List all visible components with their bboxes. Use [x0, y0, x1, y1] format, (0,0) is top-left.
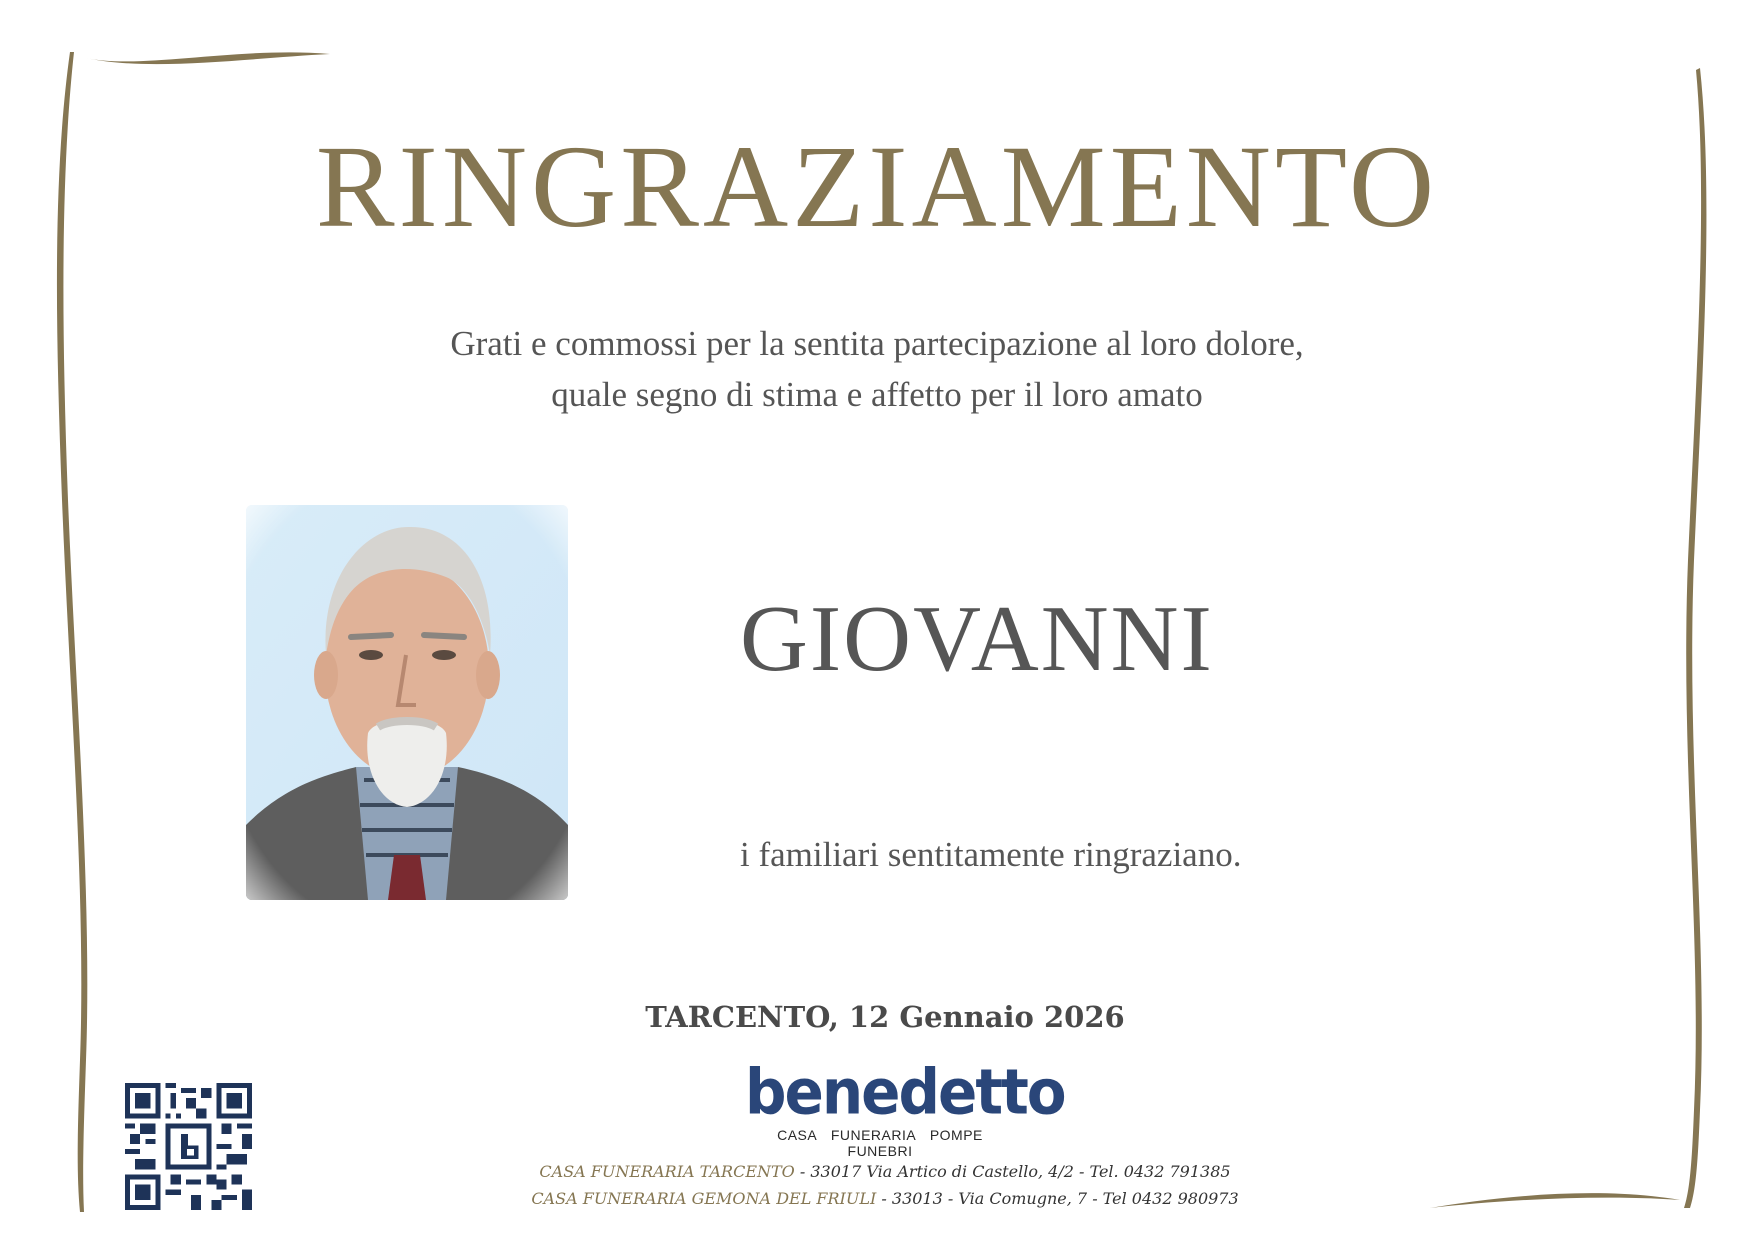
thanks-line: i familiari sentitamente ringraziano.: [740, 835, 1242, 874]
place-date: TARCENTO, 12 Gennaio 2026: [645, 1000, 1125, 1034]
address-2-details: - 33013 - Via Comugne, 7 - Tel 0432 980973: [876, 1189, 1239, 1208]
address-line-1: [0, 1162, 1754, 1181]
portrait-photo-icon: [246, 505, 568, 900]
address-1-name: CASA FUNERARIA TARCENTO: [539, 1162, 795, 1181]
logo-subtitle: CASA FUNERARIA POMPE FUNEBRI: [777, 1127, 983, 1159]
address-2-name: CASA FUNERARIA GEMONA DEL FRIULI: [531, 1189, 877, 1208]
address-1-details: - 33017 Via Artico di Castello, 4/2 - Tel. 0432 791385: [794, 1162, 1231, 1181]
intro-line-2: quale segno di stima e affetto per il loro amato: [551, 375, 1203, 414]
deceased-name: GIOVANNI: [740, 587, 1214, 691]
intro-line-1: Grati e commossi per la sentita partecipazione al loro dolore,: [450, 324, 1304, 363]
funeral-home-logo: [745, 1055, 1065, 1159]
intro-text: [0, 318, 1754, 420]
logo-wordmark: benedetto: [745, 1055, 1065, 1129]
address-line-2: [0, 1189, 1754, 1208]
page-title: RINGRAZIAMENTO: [315, 121, 1439, 252]
deceased-photo: [246, 505, 568, 900]
